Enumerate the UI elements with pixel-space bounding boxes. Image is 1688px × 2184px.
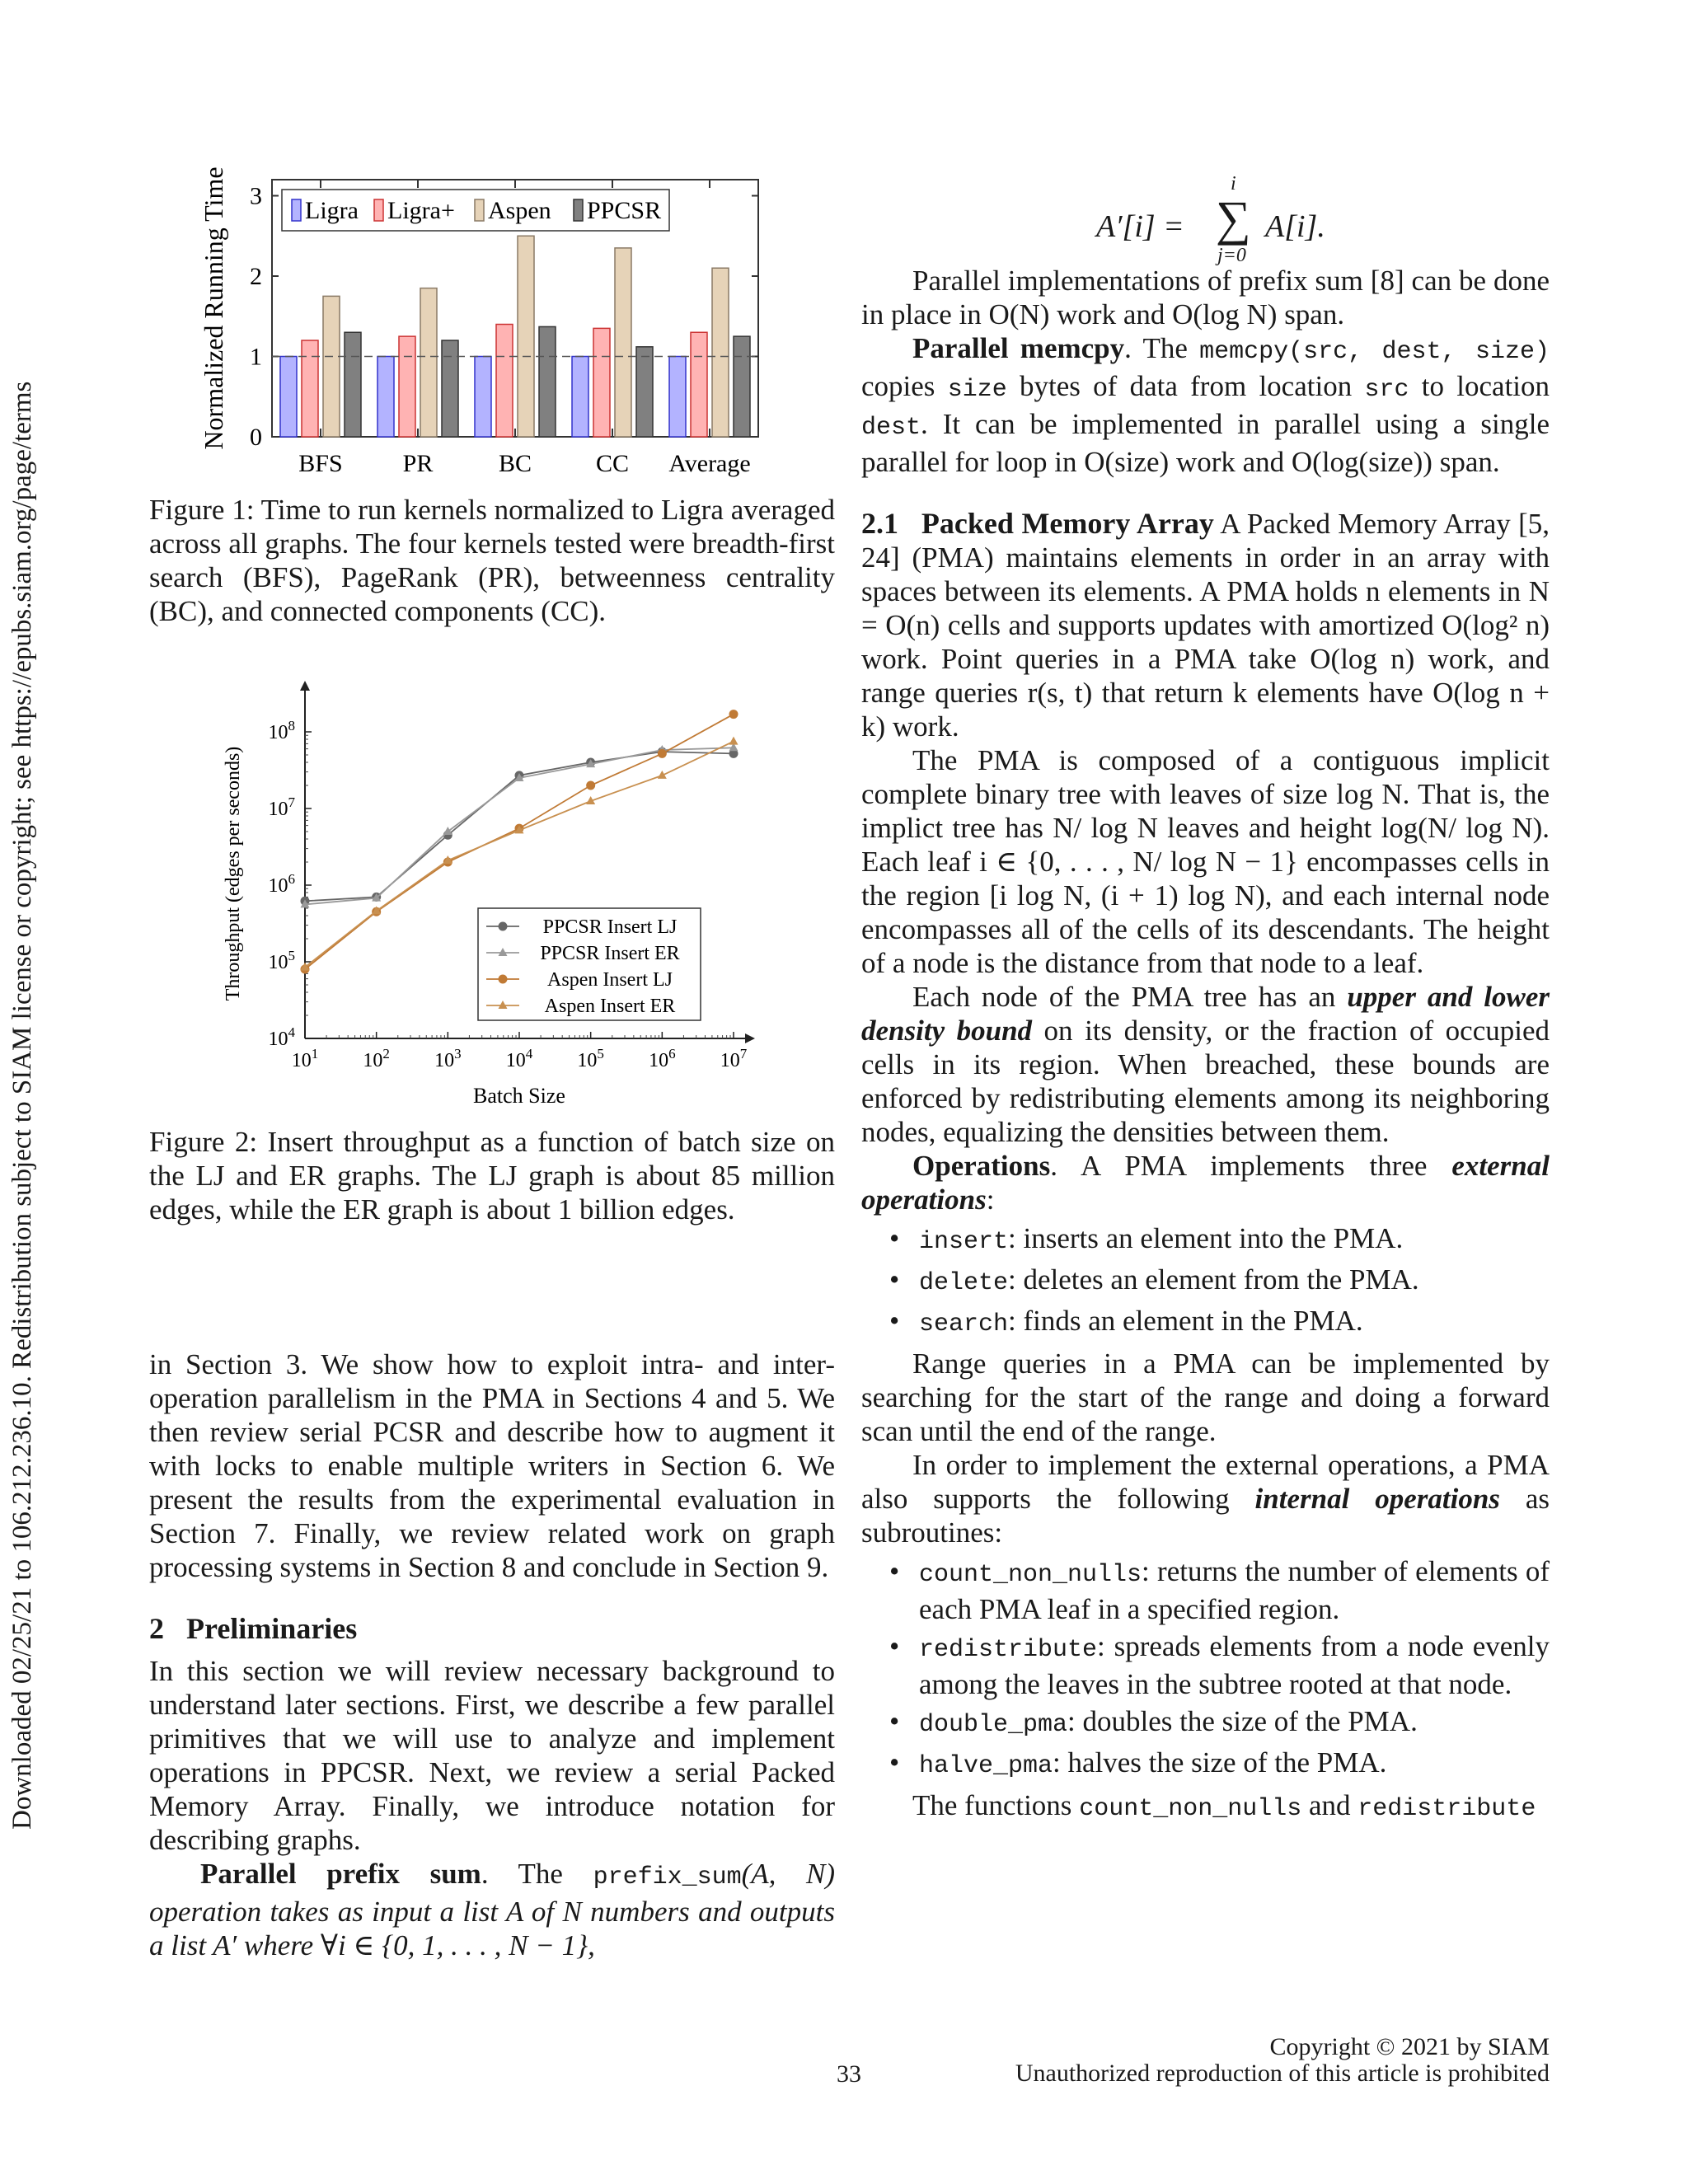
x-tick-label: Average bbox=[668, 450, 751, 477]
figure-1-bar-chart bbox=[190, 157, 783, 486]
operations-heading: Operations bbox=[912, 1150, 1051, 1182]
legend-swatch bbox=[475, 199, 484, 221]
external-operations-list bbox=[861, 1221, 1550, 1342]
legend-label: Ligra+ bbox=[387, 197, 455, 224]
bar-ligra- bbox=[496, 325, 513, 438]
x-tick-label: $10^3$ bbox=[434, 1046, 462, 1071]
y-tick-label: 2 bbox=[250, 263, 262, 290]
y-tick-label: $10^6$ bbox=[268, 870, 295, 897]
x-tick-label: PR bbox=[402, 450, 434, 477]
prefix-sum-equation bbox=[861, 173, 1550, 264]
data-point bbox=[729, 737, 738, 745]
list-item: • insert: inserts an element into the PMA. bbox=[861, 1221, 1550, 1259]
bar-ligra bbox=[280, 357, 297, 438]
figure-2-caption: Figure 2: Insert throughput as a function of batch size on the LJ and ER graphs. The LJ graph is about 85 million edges, while the ER graph is about 1 billion edges. bbox=[149, 1126, 835, 1226]
prefix-sum-paragraph: Parallel prefix sum. The prefix_sum(A, N) operation takes as input a list A of N numbers and outputs a list A′ where ∀i ∈ {0, 1, . . . , N − 1}, bbox=[149, 1858, 835, 1961]
prefix-sum-code: prefix_sum bbox=[593, 1863, 742, 1891]
bar-ligra bbox=[572, 357, 588, 438]
legend-label: Aspen Insert LJ bbox=[547, 969, 673, 991]
section-2-title: Preliminaries bbox=[186, 1612, 358, 1645]
density-paragraph: Each node of the PMA tree has an upper and lower density bound on its density, or the fraction of occupied cells in its region. When breached, these bounds are enforced by redistributing elements among its neighboring nodes, equalizing the densities between them. bbox=[861, 981, 1550, 1148]
pma-tree-paragraph: The PMA is composed of a contiguous implicit complete binary tree with leaves of size log N. That is, the implict tree has N/ log N leaves and height log(N/ log N). Each leaf i ∈ {0, . . . , N/ log N − 1} encompasses cells in the region [i log N, (i + 1) log N), and each internal node encompasses all of the cells of its descendants. The height of a node is the distance from that node to a leaf. bbox=[861, 744, 1550, 979]
bar-ligra bbox=[475, 357, 491, 438]
y-tick-label: $10^5$ bbox=[268, 947, 295, 973]
reproduction-notice: Unauthorized reproduction of this article is prohibited bbox=[1015, 2060, 1550, 2087]
bar-aspen bbox=[518, 236, 534, 437]
section-2-heading bbox=[149, 1612, 835, 1646]
prefix-sum-heading: Parallel prefix sum bbox=[200, 1858, 481, 1890]
bar-ligra- bbox=[691, 332, 707, 437]
bar-ppcsr bbox=[539, 326, 556, 437]
legend-label: Aspen bbox=[488, 197, 551, 224]
intro-paragraph: in Section 3. We show how to exploit intra- and inter-operation parallelism in the PMA in Sections 4 and 5. We then review serial PCSR and describe how to augment it with locks to enable multiple writers in Section 6. We present the results from the experimental evaluation in Section 7. Finally, we review related work on graph processing systems in Section 8 and conclude in Section 9. bbox=[149, 1348, 835, 1583]
preliminaries-paragraph: In this section we will review necessary background to understand later sections. First, we describe a few parallel primitives that we will use to analyze and implement operations in PPCSR. Next, we review a serial Packed Memory Array. Finally, we introduce notation for describing graphs. bbox=[149, 1655, 835, 1856]
internal-operations-paragraph: In order to implement the external operations, a PMA also supports the following internal operations as subroutines: bbox=[861, 1449, 1550, 1549]
legend-marker bbox=[499, 975, 508, 984]
equation-rhs: A[i]. bbox=[1265, 209, 1325, 244]
legend-swatch bbox=[292, 199, 301, 221]
list-item: • count_non_nulls: returns the number of elements of each PMA leaf in a specified region. bbox=[861, 1554, 1550, 1626]
list-item: • halve_pma: halves the size of the PMA. bbox=[861, 1746, 1550, 1783]
x-tick-label: $10^4$ bbox=[505, 1046, 533, 1071]
memcpy-heading: Parallel memcpy bbox=[912, 332, 1125, 364]
bar-aspen bbox=[420, 288, 437, 437]
copyright-line: Copyright © 2021 by SIAM bbox=[1269, 2033, 1550, 2060]
x-tick-label: $10^1$ bbox=[291, 1046, 319, 1071]
data-point bbox=[586, 781, 595, 790]
equation-lower-limit: j=0 bbox=[1217, 245, 1246, 266]
legend-label: PPCSR bbox=[587, 197, 662, 224]
legend-swatch bbox=[574, 199, 583, 221]
x-tick-label: $10^5$ bbox=[577, 1046, 604, 1071]
prefix-sum-impl-paragraph: Parallel implementations of prefix sum [8] can be done in place in O(N) work and O(log N) span. bbox=[861, 265, 1550, 330]
figure-2-line-chart bbox=[206, 676, 767, 1121]
y-tick-label: 1 bbox=[250, 343, 262, 371]
section-2-1-paragraph: 2.1 Packed Memory Array A Packed Memory Array [5, 24] (PMA) maintains elements in order in an array with spaces between its elements. A PMA holds n elements in N = O(n) cells and supports updates with amortized O(log² n) work. Point queries in a PMA take O(log n) work, and range queries r(s, t) that return k elements have O(log n + k) work. bbox=[861, 507, 1550, 743]
internal-operations-list bbox=[861, 1554, 1550, 1783]
data-point bbox=[729, 710, 738, 719]
bar-ligra- bbox=[399, 336, 415, 437]
x-tick-label: $10^6$ bbox=[649, 1046, 676, 1071]
memcpy-paragraph: Parallel memcpy. The memcpy(src, dest, size) copies size bytes of data from location src to location dest. It can be implemented in parallel using a single parallel for loop in O(size) work and O(log(size)) span. bbox=[861, 332, 1550, 478]
bar-aspen bbox=[323, 296, 340, 437]
legend-label: Ligra bbox=[305, 197, 359, 224]
equation-upper-limit: i bbox=[1231, 173, 1236, 194]
y-tick-label: $10^7$ bbox=[268, 794, 295, 820]
y-axis-label: Throughput (edges per seconds) bbox=[223, 746, 244, 1001]
data-point bbox=[658, 749, 667, 758]
legend-label: PPCSR Insert LJ bbox=[542, 916, 678, 938]
section-2-number: 2 bbox=[149, 1612, 164, 1645]
x-tick-label: CC bbox=[595, 450, 630, 477]
x-axis-label: Batch Size bbox=[473, 1084, 565, 1108]
section-2-1-title: Packed Memory Array bbox=[921, 507, 1214, 540]
bar-ligra bbox=[377, 357, 394, 438]
page-number: 33 bbox=[837, 2060, 861, 2088]
bar-ligra bbox=[669, 357, 686, 438]
equation-lhs: A′[i] = bbox=[1096, 209, 1184, 244]
bar-ligra- bbox=[593, 328, 610, 437]
y-tick-label: $10^8$ bbox=[268, 717, 295, 743]
list-item: • double_pma: doubles the size of the PMA. bbox=[861, 1704, 1550, 1742]
x-tick-label: $10^2$ bbox=[363, 1046, 390, 1071]
download-notice: Downloaded 02/25/21 to 106.212.236.10. Redistribution subject to SIAM license or copyright; see https://epubs.siam.org/page/terms bbox=[7, 381, 37, 1830]
x-tick-label: $10^7$ bbox=[720, 1046, 748, 1071]
y-axis-arrow bbox=[300, 681, 310, 691]
figure-1-caption: Figure 1: Time to run kernels normalized to Ligra averaged across all graphs. The four kernels tested were breadth-first search (BFS), PageRank (PR), betweenness centrality (BC), and connected components (CC). bbox=[149, 494, 835, 627]
bar-ppcsr bbox=[345, 332, 361, 437]
section-2-1-number: 2.1 bbox=[861, 507, 898, 540]
copyright-notice bbox=[973, 2034, 1550, 2087]
x-tick-label: BFS bbox=[298, 450, 343, 477]
y-tick-label: 0 bbox=[250, 424, 262, 451]
bar-ppcsr bbox=[734, 336, 750, 437]
legend-marker bbox=[499, 922, 508, 931]
list-item: • delete: deletes an element from the PMA. bbox=[861, 1263, 1550, 1301]
data-point bbox=[443, 827, 452, 835]
bar-ppcsr bbox=[636, 347, 653, 437]
y-axis-label: Normalized Running Time bbox=[199, 166, 228, 450]
functions-paragraph: The functions count_non_nulls and redistribute bbox=[912, 1789, 1536, 1823]
operations-paragraph: Operations. A PMA implements three external operations: bbox=[861, 1150, 1550, 1216]
x-tick-label: BC bbox=[498, 450, 532, 477]
legend-swatch bbox=[374, 199, 383, 221]
legend-label: Aspen Insert ER bbox=[544, 996, 676, 1017]
bar-ligra- bbox=[302, 340, 318, 437]
list-item: • search: finds an element in the PMA. bbox=[861, 1304, 1550, 1342]
legend-label: PPCSR Insert ER bbox=[540, 943, 680, 964]
equation-sigma: ∑ bbox=[1216, 191, 1251, 246]
bar-aspen bbox=[712, 268, 729, 437]
x-axis-arrow bbox=[745, 1033, 755, 1043]
bar-aspen bbox=[615, 248, 631, 437]
bar-ppcsr bbox=[442, 340, 458, 437]
list-item: • redistribute: spreads elements from a node evenly among the leaves in the subtree rooted at that node. bbox=[861, 1629, 1550, 1701]
range-queries-paragraph: Range queries in a PMA can be implemented by searching for the start of the range and doing a forward scan until the end of the range. bbox=[861, 1347, 1550, 1447]
y-tick-label: $10^4$ bbox=[268, 1024, 295, 1050]
y-tick-label: 3 bbox=[250, 182, 262, 210]
